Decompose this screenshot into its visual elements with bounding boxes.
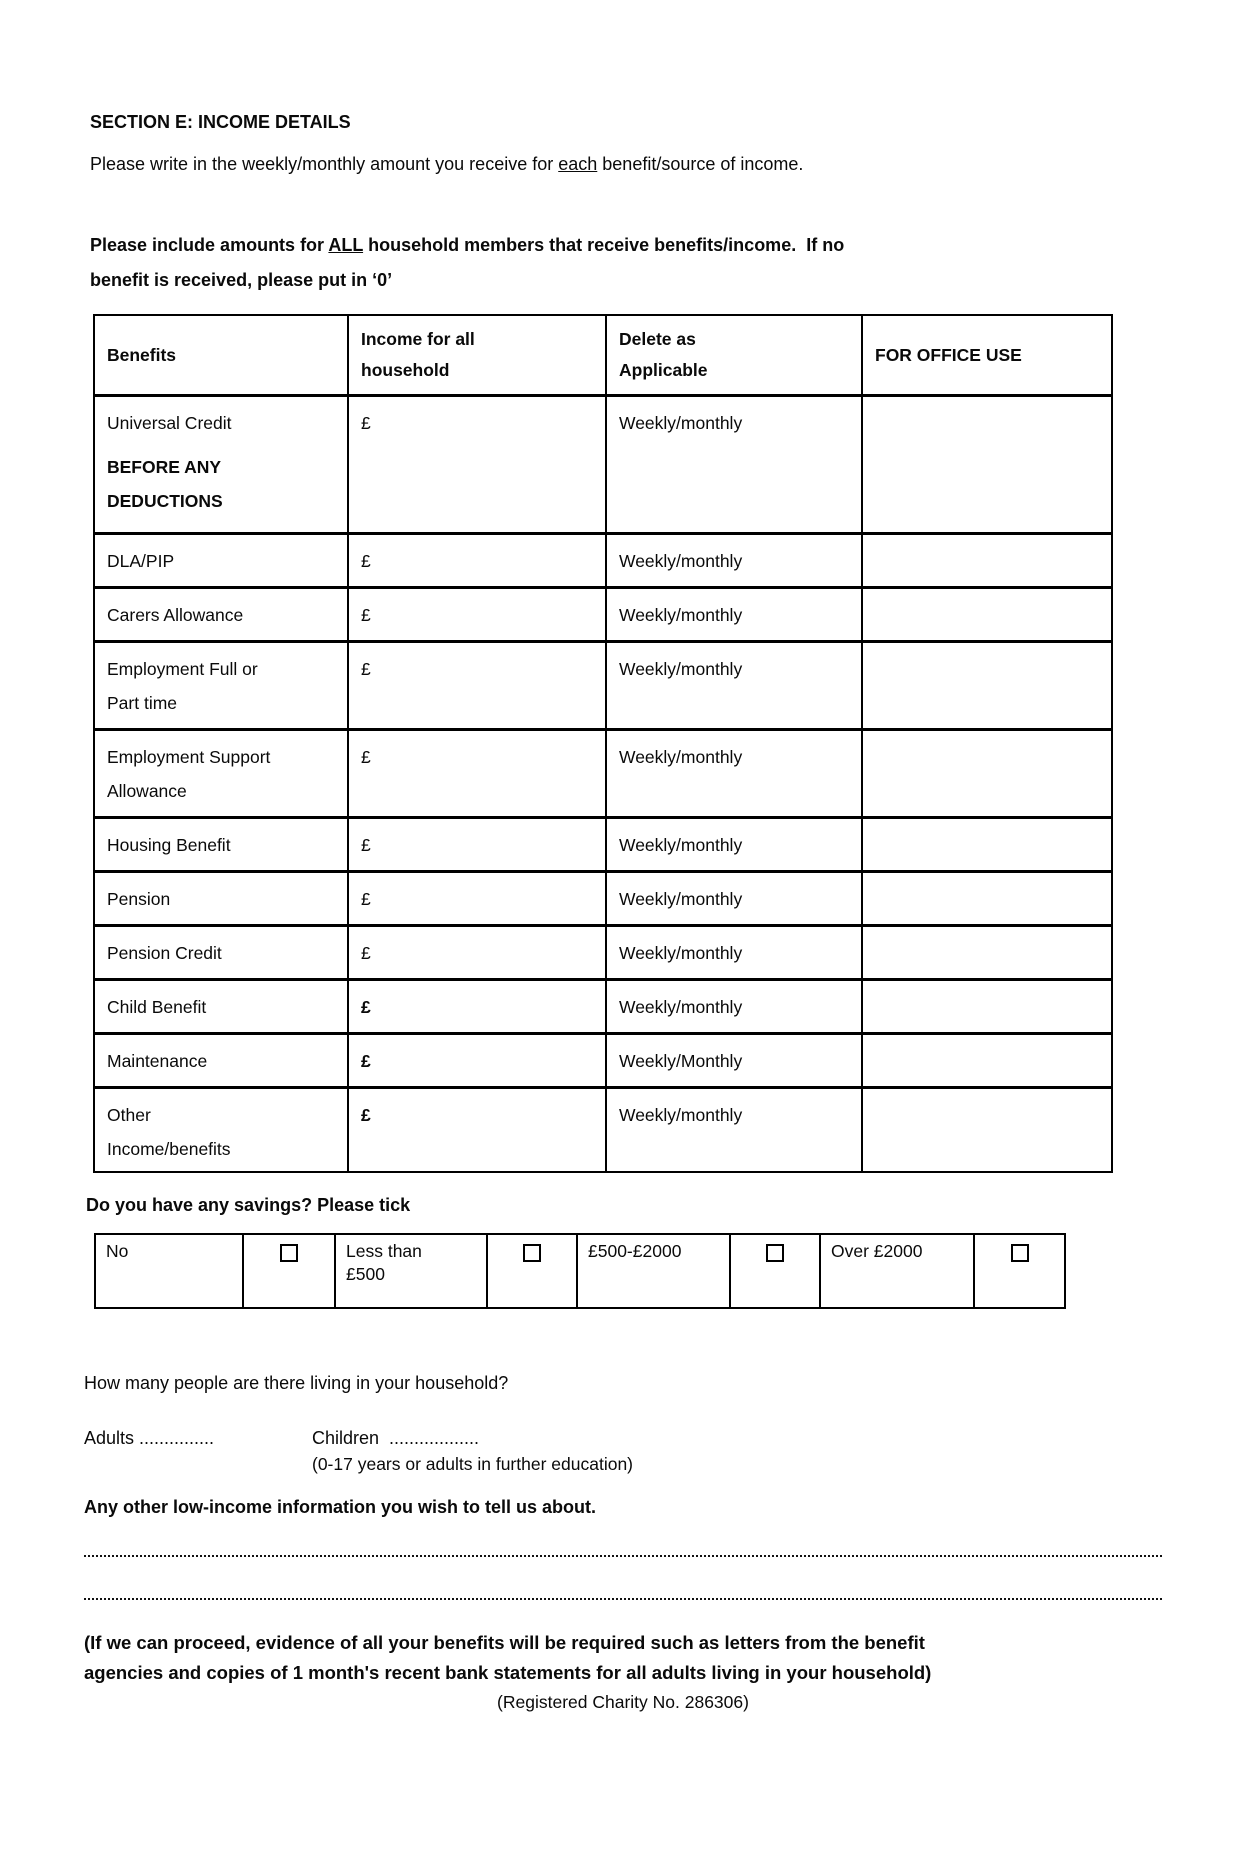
other-info-prompt: Any other low-income information you wish to tell us about.: [84, 1497, 597, 1517]
answer-line[interactable]: [84, 1598, 1162, 1600]
benefit-name: [94, 396, 348, 534]
benefit-name: Carers Allowance: [94, 588, 348, 642]
amount-input-cell[interactable]: £: [348, 534, 606, 588]
frequency-option[interactable]: Weekly/monthly: [606, 1088, 862, 1173]
evidence-note: [84, 1628, 1162, 1688]
checkbox-icon[interactable]: [766, 1244, 784, 1262]
note-text-underlined: ALL: [328, 235, 364, 255]
savings-question: Do you have any savings? Please tick: [86, 1195, 411, 1215]
note-text: [90, 228, 1162, 298]
office-use-cell: [862, 872, 1112, 926]
savings-checkbox-cell: [487, 1234, 577, 1308]
savings-option-label-no: No: [95, 1234, 243, 1308]
column-header-delete: Delete as Applicable: [606, 315, 862, 396]
frequency-option[interactable]: Weekly/monthly: [606, 588, 862, 642]
office-use-cell: [862, 534, 1112, 588]
children-note: (0-17 years or adults in further education): [312, 1454, 633, 1474]
amount-input-cell[interactable]: £: [348, 872, 606, 926]
benefit-name: Pension Credit: [94, 926, 348, 980]
answer-line[interactable]: [84, 1555, 1162, 1557]
intro-text-after: benefit/source of income.: [597, 154, 804, 174]
frequency-option[interactable]: Weekly/monthly: [606, 980, 862, 1034]
office-use-cell: [862, 818, 1112, 872]
table-row-housing-benefit: [94, 818, 1112, 872]
checkbox-icon[interactable]: [523, 1244, 541, 1262]
frequency-option[interactable]: Weekly/monthly: [606, 730, 862, 818]
table-row-child-benefit: [94, 980, 1112, 1034]
benefit-name: Pension: [94, 872, 348, 926]
children-field[interactable]: Children ..................: [312, 1428, 480, 1448]
form-page: [0, 110, 1241, 1714]
office-use-cell: [862, 642, 1112, 730]
table-row-employment: [94, 642, 1112, 730]
evidence-note-line2: agencies and copies of 1 month's recent bank statements for all adults living in your household): [84, 1662, 932, 1683]
note-text-after: household members that receive benefits/income. If no: [363, 235, 845, 255]
adults-field[interactable]: Adults ...............: [84, 1428, 215, 1448]
frequency-option[interactable]: Weekly/monthly: [606, 872, 862, 926]
table-row-pension: [94, 872, 1112, 926]
savings-checkbox-cell: [730, 1234, 820, 1308]
column-header-office-use: FOR OFFICE USE: [862, 315, 1112, 396]
benefit-name: DLA/PIP: [94, 534, 348, 588]
people-count-line: [84, 1425, 1162, 1451]
office-use-cell: [862, 1088, 1112, 1173]
note-text-before: Please include amounts for: [90, 235, 329, 255]
frequency-option[interactable]: Weekly/monthly: [606, 642, 862, 730]
intro-text: [90, 152, 1162, 176]
checkbox-icon[interactable]: [280, 1244, 298, 1262]
savings-option-label-over-2000: Over £2000: [820, 1234, 974, 1308]
note-text-line2: benefit is received, please put in ‘0’: [90, 270, 393, 290]
column-header-benefits: Benefits: [94, 315, 348, 396]
frequency-option[interactable]: Weekly/monthly: [606, 396, 862, 534]
amount-input-cell[interactable]: £: [348, 588, 606, 642]
amount-input-cell[interactable]: £: [348, 396, 606, 534]
amount-input-cell[interactable]: £: [348, 818, 606, 872]
frequency-option[interactable]: Weekly/monthly: [606, 534, 862, 588]
frequency-option[interactable]: Weekly/Monthly: [606, 1034, 862, 1088]
table-row-maintenance: [94, 1034, 1112, 1088]
office-use-cell: [862, 588, 1112, 642]
benefit-name-note: BEFORE ANY DEDUCTIONS: [107, 457, 223, 511]
benefit-name: Employment Full or Part time: [94, 642, 348, 730]
benefit-name-label: Universal Credit: [107, 413, 232, 433]
page-title: SECTION E: INCOME DETAILS: [90, 112, 351, 132]
table-row-other-income: [94, 1088, 1112, 1173]
checkbox-icon[interactable]: [1011, 1244, 1029, 1262]
intro-text-before: Please write in the weekly/monthly amount you receive for: [90, 154, 559, 174]
table-row-esa: [94, 730, 1112, 818]
amount-input-cell[interactable]: £: [348, 1034, 606, 1088]
office-use-cell: [862, 1034, 1112, 1088]
office-use-cell: [862, 730, 1112, 818]
amount-input-cell[interactable]: £: [348, 1088, 606, 1173]
benefit-name: Maintenance: [94, 1034, 348, 1088]
table-row-universal-credit: [94, 396, 1112, 534]
table-row-dla-pip: [94, 534, 1112, 588]
benefit-name: Employment Support Allowance: [94, 730, 348, 818]
office-use-cell: [862, 980, 1112, 1034]
amount-input-cell[interactable]: £: [348, 730, 606, 818]
table-row-carers-allowance: [94, 588, 1112, 642]
amount-input-cell[interactable]: £: [348, 926, 606, 980]
savings-option-label-less-500: Less than £500: [335, 1234, 487, 1308]
household-question: How many people are there living in your household?: [84, 1373, 509, 1393]
savings-checkbox-cell: [243, 1234, 335, 1308]
benefit-name: Other Income/benefits: [94, 1088, 348, 1173]
charity-registration: (Registered Charity No. 286306): [497, 1692, 749, 1712]
evidence-note-line1: (If we can proceed, evidence of all your benefits will be required such as letters from the benefit: [84, 1632, 925, 1653]
savings-option-label-500-2000: £500-£2000: [577, 1234, 730, 1308]
savings-table: [94, 1233, 1066, 1309]
office-use-cell: [862, 396, 1112, 534]
savings-options-row: [95, 1234, 1065, 1308]
amount-input-cell[interactable]: £: [348, 980, 606, 1034]
income-table-header-row: [94, 315, 1112, 396]
benefit-name: Child Benefit: [94, 980, 348, 1034]
frequency-option[interactable]: Weekly/monthly: [606, 818, 862, 872]
table-row-pension-credit: [94, 926, 1112, 980]
office-use-cell: [862, 926, 1112, 980]
intro-text-underlined: each: [558, 154, 598, 174]
benefit-name: Housing Benefit: [94, 818, 348, 872]
income-table: [93, 314, 1113, 1173]
frequency-option[interactable]: Weekly/monthly: [606, 926, 862, 980]
column-header-income: Income for all household: [348, 315, 606, 396]
amount-input-cell[interactable]: £: [348, 642, 606, 730]
savings-checkbox-cell: [974, 1234, 1065, 1308]
